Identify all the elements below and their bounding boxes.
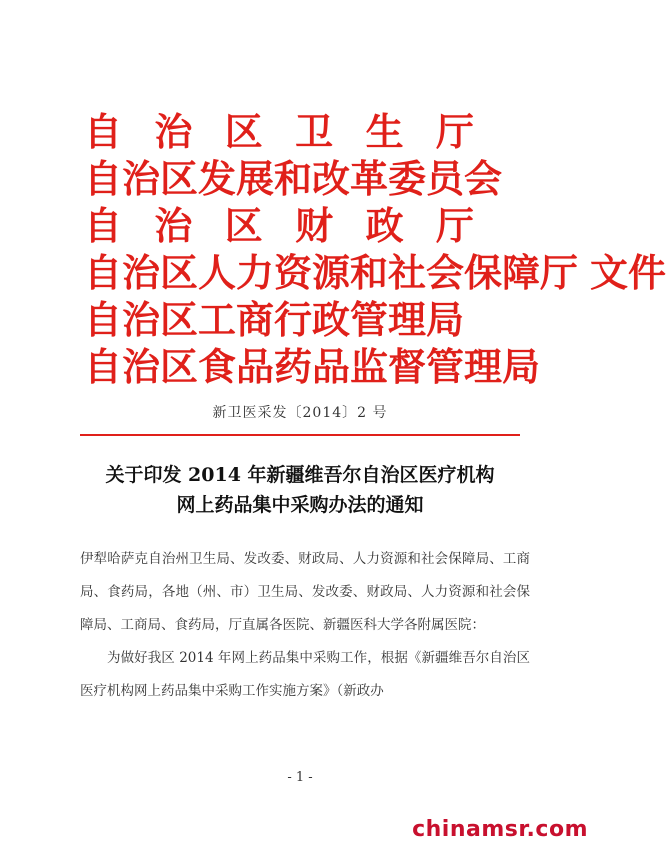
document-number: 新卫医采发〔2014〕2 号	[212, 405, 388, 421]
issuer-row-6	[84, 343, 584, 390]
issuer-development-reform-commission: 自治区发展和改革委员会	[84, 156, 503, 201]
issuer-row-1	[84, 108, 584, 155]
site-watermark: chinamsr.com	[412, 817, 588, 842]
issuer-row-2	[84, 155, 584, 202]
red-divider-line	[80, 434, 520, 436]
issuer-row-5	[84, 296, 584, 343]
document-body	[80, 543, 530, 708]
issuer-industry-commerce-bureau: 自治区工商行政管理局	[84, 297, 465, 342]
document-title-line-1: 关于印发 2014 年新疆维吾尔自治区医疗机构	[105, 464, 495, 486]
issuer-row-4	[84, 249, 666, 296]
issuer-food-drug-administration: 自治区食品药品监督管理局	[84, 344, 541, 389]
issuer-row-3	[84, 202, 584, 249]
document-word: 文件	[590, 250, 666, 295]
page-number: - 1 -	[287, 770, 313, 785]
issuer-finance-department: 自 治 区 财 政 厅	[84, 203, 474, 248]
document-title-line-2: 网上药品集中采购办法的通知	[176, 494, 424, 516]
body-paragraph-1: 为做好我区 2014 年网上药品集中采购工作，根据《新疆维吾尔自治区医疗机构网上药品集中采购工作实施方案》（新政办	[80, 650, 530, 699]
issuer-health-department: 自 治 区 卫 生 厅	[84, 109, 474, 154]
issuer-header	[84, 108, 666, 390]
recipients-paragraph: 伊犁哈萨克自治州卫生局、发改委、财政局、人力资源和社会保障局、工商局、食药局，各地（州、市）卫生局、发改委、财政局、人力资源和社会保障局、工商局、食药局，厅直属各医院、新疆医科大学各附属医院：	[80, 551, 530, 633]
issuer-human-resources-department: 自治区人力资源和社会保障厅	[84, 250, 579, 295]
document-title	[60, 460, 540, 520]
